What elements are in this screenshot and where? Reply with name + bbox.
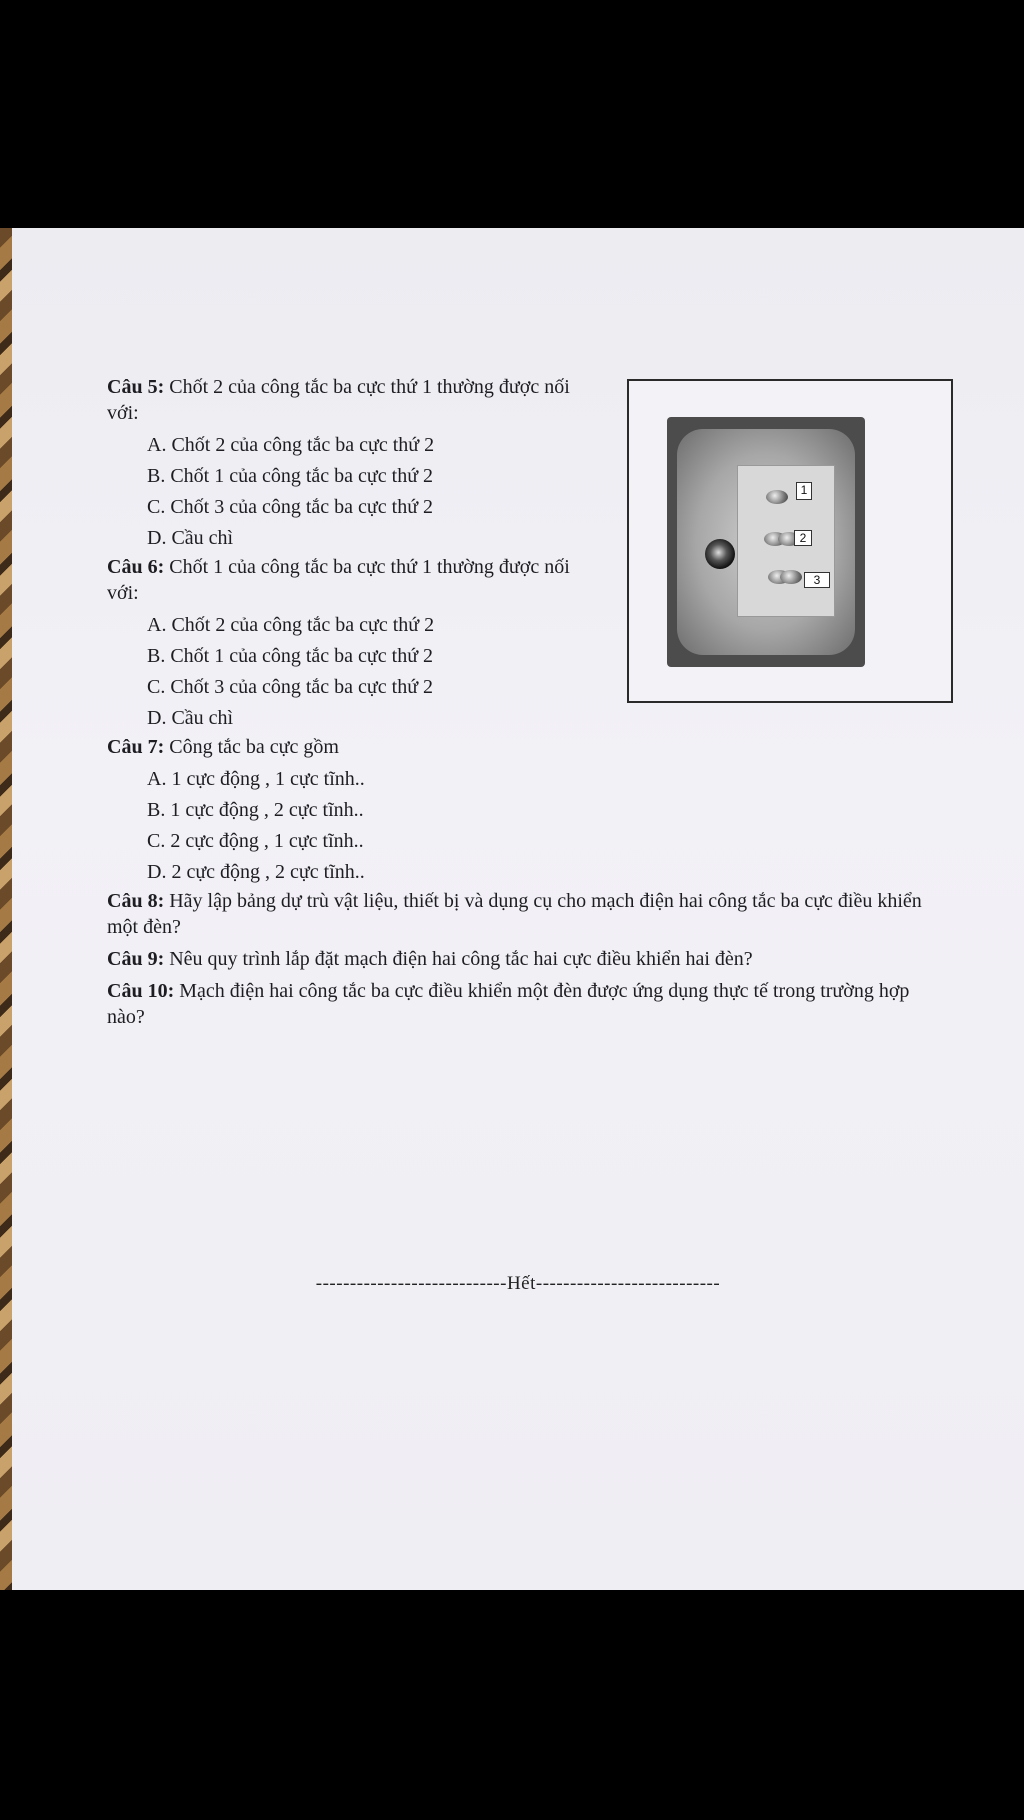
- question-6-option-a: A. Chốt 2 của công tắc ba cực thứ 2: [147, 614, 435, 636]
- switch-photo: [667, 417, 865, 667]
- terminal-label-3: 3: [804, 572, 830, 588]
- end-marker: ----------------------------Hết---------------------------: [315, 1273, 721, 1294]
- question-5-text: Chốt 2 của công tắc ba cực thứ 1 thường được nối với:: [107, 376, 570, 424]
- switch-knob: [705, 539, 735, 569]
- question-6: [107, 554, 577, 606]
- terminal-block: [737, 465, 835, 617]
- question-8-text: Hãy lập bảng dự trù vật liệu, thiết bị và dụng cụ cho mạch điện hai công tắc ba cực điều khiển một đèn?: [107, 890, 922, 938]
- question-7-text: Công tắc ba cực gồm: [164, 736, 339, 758]
- question-7-option-c: C. 2 cực động , 1 cực tĩnh..: [147, 830, 364, 852]
- question-6-text: Chốt 1 của công tắc ba cực thứ 1 thường được nối với:: [107, 556, 570, 604]
- question-9-text: Nêu quy trình lắp đặt mạch điện hai công tắc hai cực điều khiển hai đèn?: [164, 948, 753, 970]
- question-5-option-c: C. Chốt 3 của công tắc ba cực thứ 2: [147, 496, 434, 518]
- question-6-option-d: D. Cầu chì: [147, 707, 234, 729]
- question-7: [107, 734, 927, 760]
- terminal-screw-1: [766, 490, 788, 504]
- question-7-options: [107, 764, 927, 888]
- question-7-option-a: A. 1 cực động , 1 cực tĩnh..: [147, 768, 365, 790]
- exam-sheet: [12, 228, 1024, 1590]
- question-7-option-d: D. 2 cực động , 2 cực tĩnh..: [147, 861, 365, 883]
- question-7-option-b: B. 1 cực động , 2 cực tĩnh..: [147, 799, 364, 821]
- question-5-option-b: B. Chốt 1 của công tắc ba cực thứ 2: [147, 465, 434, 487]
- question-7-label: Câu 7:: [107, 736, 165, 758]
- question-5-option-d: D. Cầu chì: [147, 527, 234, 549]
- switch-plate: [677, 429, 855, 655]
- question-5: [107, 374, 577, 426]
- question-6-option-c: C. Chốt 3 của công tắc ba cực thứ 2: [147, 676, 434, 698]
- question-8: [107, 888, 927, 940]
- question-9: [107, 946, 927, 972]
- question-10: [107, 978, 927, 1030]
- terminal-label-1: 1: [796, 482, 812, 500]
- question-6-option-b: B. Chốt 1 của công tắc ba cực thứ 2: [147, 645, 434, 667]
- question-5-option-a: A. Chốt 2 của công tắc ba cực thứ 2: [147, 434, 435, 456]
- question-5-label: Câu 5:: [107, 376, 165, 398]
- question-8-label: Câu 8:: [107, 890, 165, 912]
- terminal-label-2: 2: [794, 530, 812, 546]
- terminal-screw-3b: [780, 570, 802, 584]
- question-10-text: Mạch điện hai công tắc ba cực điều khiển một đèn được ứng dụng thực tế trong trường hợp nào?: [107, 980, 910, 1028]
- question-6-label: Câu 6:: [107, 556, 165, 578]
- switch-figure: [627, 379, 953, 703]
- question-10-label: Câu 10:: [107, 980, 175, 1002]
- question-9-label: Câu 9:: [107, 948, 165, 970]
